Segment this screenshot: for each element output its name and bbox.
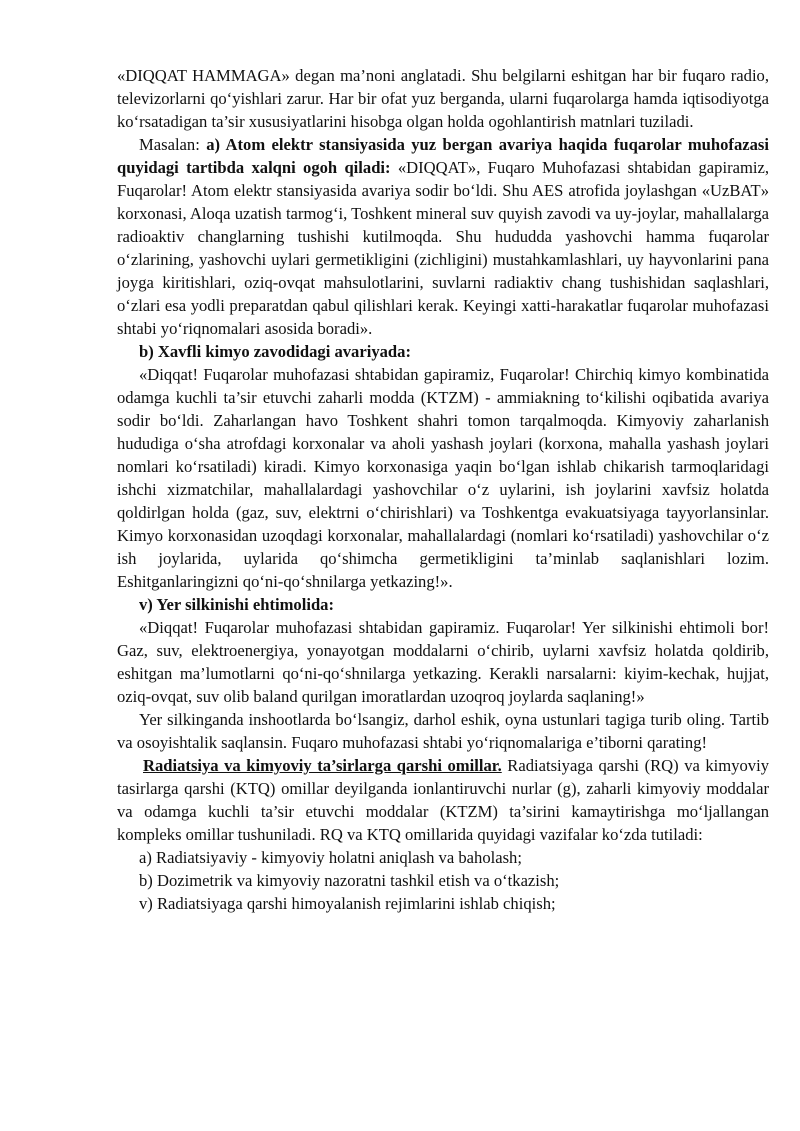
section-title: Radiatsiya va kimyoviy ta’sirlarga qarshi omillar.: [143, 756, 502, 775]
heading-v: v) Yer silkinishi ehtimolida:: [139, 595, 334, 614]
example-a-text: «DIQQAT», Fuqaro Muhofazasi shtabidan gapiramiz, Fuqarolar! Atom elektr stansiyasida avariya sodir bo‘ldi. Shu AES atrofida joylashgan «UzBAT» korxonasi, Aloqa uzatish tarmog‘i, Toshkent mineral suv quyish zavodi va uy-joylar, mahallalarga radioaktiv changlarning tushishi kutilmoqda. Shu hududda yashovchi hamma fuqarolar o‘zlarining, yashovchi uylari germetikligini (zichligini) mustahkamlashlari, uy hayvonlarini pana joyga kiritishlari, oziq-ovqat mahsulotlarini, suvlarni radiaktiv chang tushishidan saqlashlari, o‘zlari esa yodli preparatdan qabul qilishlari kerak. Keyingi xatti-harakatlar fuqarolar muhofazasi shtabi yo‘riqnomalari asosida boradi».: [117, 158, 769, 338]
example-a-heading: a) Atom elektr stansiyasida yuz bergan avariya haqida fuqarolar muhofazasi quyidagi tartibda xalqni ogoh qiladi:: [117, 135, 769, 177]
section-paragraph: [117, 754, 769, 846]
text-b: «Diqqat! Fuqarolar muhofazasi shtabidan gapiramiz, Fuqarolar! Chirchiq kimyo kombinatida odamga kuchli ta’sir etuvchi zaharli modda (KTZM) - ammiakning to‘kilishi oqibatida avariya sodir bo‘ldi. Zaharlangan havo Toshkent shahri tomon tarqalmoqda. Kimyoviy zaharlanish hududiga o‘sha atrofdagi korxonalar va aholi yashash joylari (korxona, mahalla yashash joylari nomlari ko‘rsatiladi) kiradi. Kimyo korxonasiga yaqin bo‘lgan ishlab chikarish tarmoqlaridagi ishchi xizmatchilar, mahallalardagi yashovchilar o‘z uylarini, ish joylarini xavfsiz holatda qoldirlgan holda (gaz, suv, elektrni o‘chirishlari) va Toshkentga evakuatsiyaga tayyorlansinlar. Kimyo korxonasidan uzoqdagi korxonalar, mahallalardagi (nomlari ko‘rsatiladi) yashovchilar o‘z ish joylarida, uylarida qo‘shimcha germetikligini ta’minlab saqlanishlari lozim. Eshitganlaringizni qo‘ni-qo‘shnilarga yetkazing!».: [117, 365, 769, 591]
intro-paragraph: «DIQQAT HAMMAGA» degan ma’noni anglatadi. Shu belgilarni eshitgan har bir fuqaro radio, televizorlarni qo‘yishlari zarur. Har bir ofat yuz berganda, ularni fuqarolarga hamda iqtisodiyotga ko‘rsatadigan ta’sir xususiyatlarini hisobga olgan holda ogohlantirish matnlari tuziladi.: [117, 66, 769, 131]
example-a-paragraph: [117, 133, 769, 340]
list-item: b) Dozimetrik va kimyoviy nazoratni tashkil etish va o‘tkazish;: [139, 871, 560, 890]
example-lead: Masalan:: [139, 135, 207, 154]
document-page: [117, 64, 769, 915]
text-v2: Yer silkinganda inshootlarda bo‘lsangiz, darhol eshik, oyna ustunlari tagiga turib oling. Tartib va osoyishtalik saqlansin. Fuqaro muhofazasi shtabi yo‘riqnomalariga e’tiborni qarating!: [117, 710, 769, 752]
section-text: Radiatsiyaga qarshi (RQ) va kimyoviy tasirlarga qarshi (KTQ) omillar deyilganda ionlantiruvchi nurlar (g), zaharli kimyoviy moddalar va odamga kuchli ta’sir etuvchi moddalar (KTZM) ta’sirini kamaytirishga mo‘ljallangan kompleks omillar tushuniladi. RQ va KTQ omillarida quyidagi vazifalar ko‘zda tutiladi:: [117, 756, 769, 844]
heading-b: b) Xavfli kimyo zavodidagi avariyada:: [139, 342, 411, 361]
list-item: a) Radiatsiyaviy - kimyoviy holatni aniqlash va baholash;: [139, 848, 522, 867]
list-item: v) Radiatsiyaga qarshi himoyalanish rejimlarini ishlab chiqish;: [139, 894, 556, 913]
text-v: «Diqqat! Fuqarolar muhofazasi shtabidan gapiramiz. Fuqarolar! Yer silkinishi ehtimoli bor! Gaz, suv, elektroenergiya, yonayotgan moddalarni o‘chirib, uylarni xavfsiz holatda qoldirib, eshitgan ma’lumotlarni qo‘ni-qo‘shnilarga yetkazing. Kerakli narsalarni: kiyim-kechak, hujjat, oziq-ovqat, suv olib baland qurilgan imoratlardan uzoqroq joylarda saqlaning!»: [117, 618, 769, 706]
